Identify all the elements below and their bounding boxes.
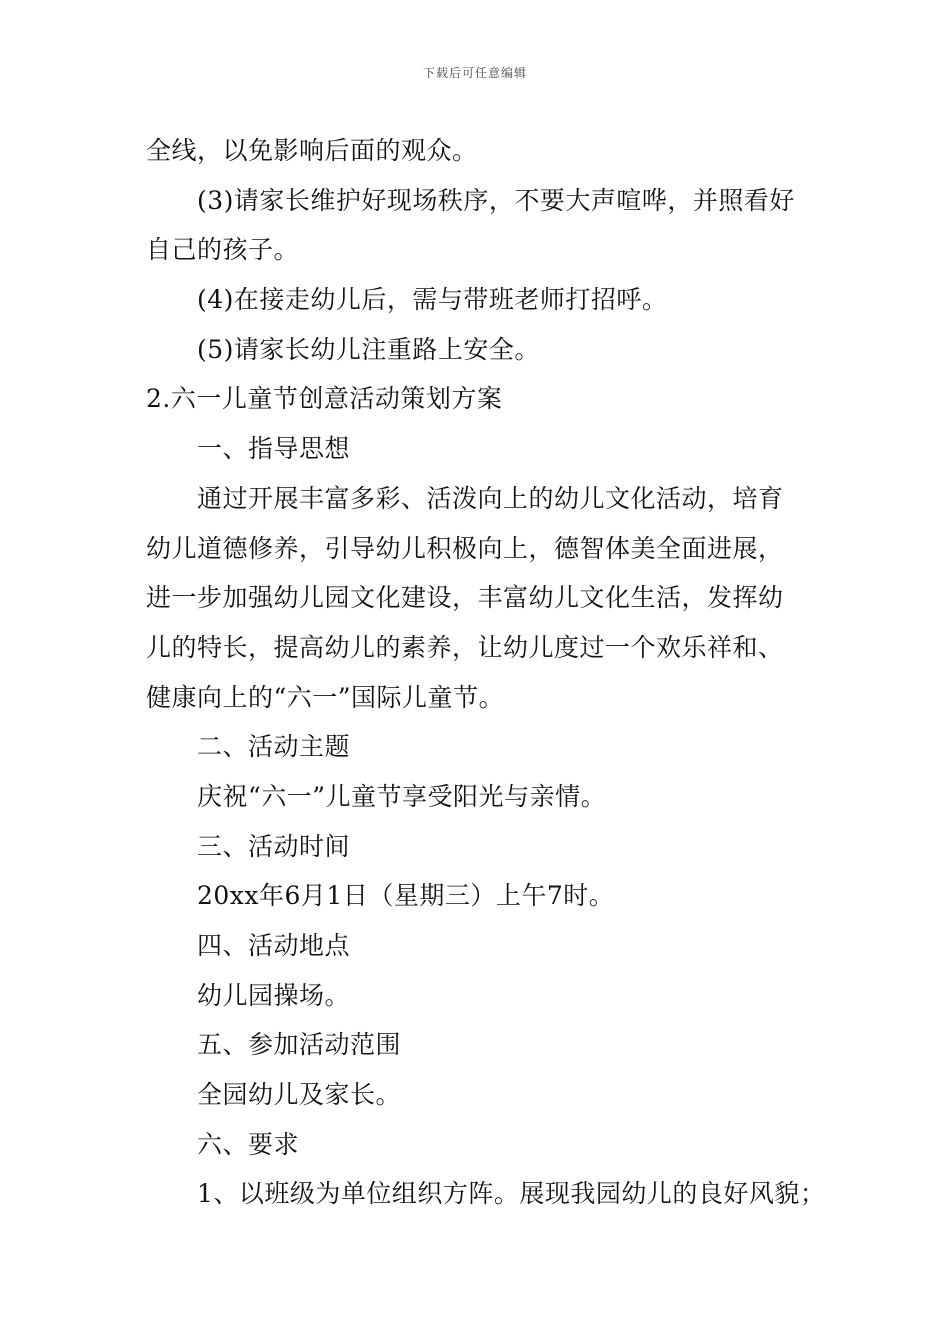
subsection-heading: 六、要求: [197, 1129, 300, 1159]
text-line: 自己的孩子。: [146, 235, 300, 265]
document-body: [146, 126, 826, 1219]
text-line: 1、以班级为单位组织方阵。展现我园幼儿的良好风貌；: [197, 1179, 826, 1209]
text-line: 幼儿园操场。: [197, 980, 351, 1010]
text-line: 儿的特长，提高幼儿的素养，让幼儿度过一个欢乐祥和、: [146, 632, 784, 662]
text-line: 全线，以免影响后面的观众。: [146, 136, 478, 165]
text-line: (3)请家长维护好现场秩序，不要大声喧哗，并照看好: [197, 185, 795, 215]
subsection-heading: 三、活动时间: [197, 831, 351, 861]
subsection-heading: 二、活动主题: [197, 732, 351, 762]
subsection-heading: 一、指导思想: [197, 434, 351, 464]
text-line: 幼儿道德修养，引导幼儿积极向上，德智体美全面进展，: [146, 533, 784, 563]
subsection-heading: 四、活动地点: [197, 931, 351, 960]
subsection-heading: 五、参加活动范围: [197, 1030, 402, 1060]
section-heading: 2.六一儿童节创意活动策划方案: [146, 384, 503, 414]
text-line: 全园幼儿及家长。: [197, 1080, 402, 1110]
text-line: 20xx年6月1日（星期三）上午7时。: [197, 881, 615, 911]
text-line: (5)请家长幼儿注重路上安全。: [197, 334, 540, 364]
page-header: 下载后可任意编辑: [422, 66, 527, 80]
text-line: 庆祝“六一”儿童节享受阳光与亲情。: [197, 781, 607, 811]
text-line: (4)在接走幼儿后，需与带班老师打招呼。: [197, 285, 668, 315]
text-line: 通过开展丰富多彩、活泼向上的幼儿文化活动，培育: [197, 483, 784, 513]
text-line: 进一步加强幼儿园文化建设，丰富幼儿文化生活，发挥幼: [146, 583, 784, 613]
text-line: 健康向上的“六一”国际儿童节。: [146, 682, 505, 712]
